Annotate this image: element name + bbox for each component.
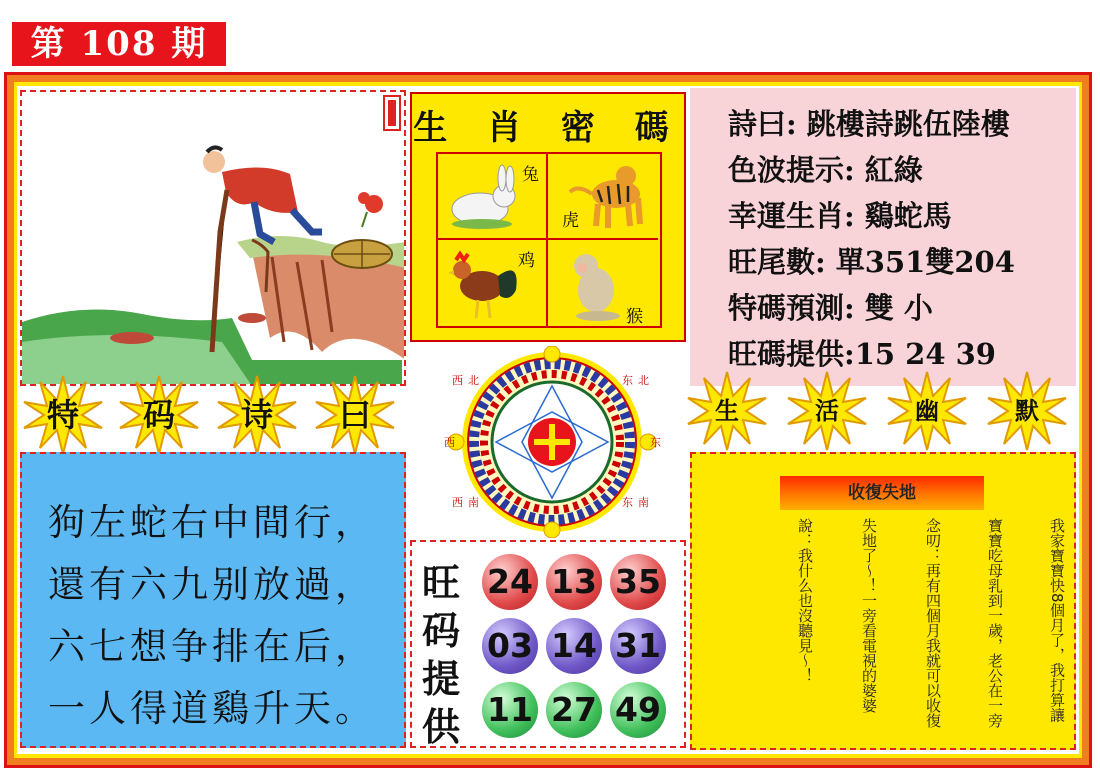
compass-label: 东: [622, 496, 633, 509]
star-badge-6: [786, 370, 868, 452]
compass-icon: [438, 346, 666, 538]
number-ball: 13: [546, 554, 602, 610]
info-hot-numbers: 旺碼提供:15 24 39: [728, 337, 996, 371]
badge-char: 默: [1015, 396, 1039, 425]
badge-char: 诗: [240, 396, 273, 434]
story-column-1: 我家寶寶快8個月了，我打算讓: [1048, 518, 1066, 723]
humor-story-panel: [690, 452, 1076, 750]
panel-label-char: 码: [422, 608, 461, 653]
compass-label: 西: [452, 496, 463, 509]
zodiac-code-box: [410, 92, 686, 342]
zodiac-label: 猴: [626, 307, 643, 327]
info-lucky-zodiac: 幸運生肖: 鷄蛇馬: [728, 199, 952, 233]
badge-char: 生: [715, 396, 739, 425]
hot-numbers-panel: [410, 540, 686, 748]
zodiac-grid: [436, 152, 662, 328]
compass-label: 南: [638, 496, 649, 509]
info-tail-numbers: 旺尾數: 單351雙204: [728, 245, 1015, 279]
zodiac-title: 生 肖 密 碼: [413, 108, 683, 148]
poem-line-2: 還有六九别放過，: [48, 563, 376, 606]
number-ball: 14: [546, 618, 602, 674]
number-ball: 27: [546, 682, 602, 738]
compass-label: 西: [452, 374, 463, 387]
star-badge-3: [216, 374, 298, 456]
star-badge-7: [886, 370, 968, 452]
feng-shui-compass: [438, 346, 666, 538]
zodiac-cell-rabbit: [438, 154, 548, 240]
poem-panel: [20, 452, 406, 748]
cliff-illustration: [20, 90, 406, 386]
number-ball: 49: [610, 682, 666, 738]
story-column-4: 失地了～！一旁看電視的婆婆: [860, 518, 878, 713]
number-ball: 03: [482, 618, 538, 674]
zodiac-label: 兔: [522, 165, 539, 185]
badge-char: 码: [142, 396, 175, 434]
badge-char: 特: [46, 396, 79, 434]
panel-label-char: 供: [422, 704, 461, 749]
story-column-3: 念叨：再有四個月我就可以收復: [924, 518, 942, 728]
zodiac-cell-rooster: [438, 240, 548, 326]
poem-line-4: 一人得道鷄升天。: [48, 687, 376, 730]
compass-label: 东: [622, 374, 633, 387]
panel-label-char: 旺: [422, 560, 461, 605]
compass-label: 北: [468, 374, 479, 387]
info-color-wave: 色波提示: 紅綠: [728, 153, 923, 187]
zodiac-cell-tiger: [548, 154, 658, 240]
star-badge-5: [686, 370, 768, 452]
compass-label: 北: [638, 374, 649, 387]
story-column-5: 說：我什么也沒聽見～！: [796, 518, 814, 683]
illustration-image: [22, 92, 406, 386]
number-ball: 24: [482, 554, 538, 610]
compass-label: 南: [468, 496, 479, 509]
zodiac-label: 鸡: [518, 251, 535, 271]
star-badge-8: [986, 370, 1068, 452]
story-column-2: 寶寶吃母乳到一歲，老公在一旁: [986, 518, 1004, 728]
compass-label: 东: [650, 436, 661, 449]
issue-banner: 第 108 期: [12, 22, 226, 66]
number-ball: 35: [610, 554, 666, 610]
zodiac-label: 虎: [562, 211, 579, 231]
badge-char: 曰: [338, 396, 371, 434]
star-badge-1: [22, 374, 104, 456]
compass-label: 西: [444, 436, 455, 449]
poem-line-1: 狗左蛇右中間行，: [48, 501, 376, 544]
info-panel: [690, 88, 1076, 386]
star-badge-2: [118, 374, 200, 456]
panel-label-char: 提: [422, 656, 461, 701]
star-badge-4: [314, 374, 396, 456]
info-poem: 詩曰: 跳樓詩跳伍陸樓: [728, 107, 1010, 141]
badge-char: 活: [815, 396, 839, 425]
story-title: 收復失地: [780, 476, 984, 510]
number-ball: 31: [610, 618, 666, 674]
zodiac-cell-monkey: [548, 240, 658, 326]
poem-line-3: 六七想争排在后，: [48, 625, 376, 668]
badge-char: 幽: [915, 396, 939, 425]
info-prediction: 特碼預測: 雙 小: [728, 291, 933, 325]
number-ball: 11: [482, 682, 538, 738]
